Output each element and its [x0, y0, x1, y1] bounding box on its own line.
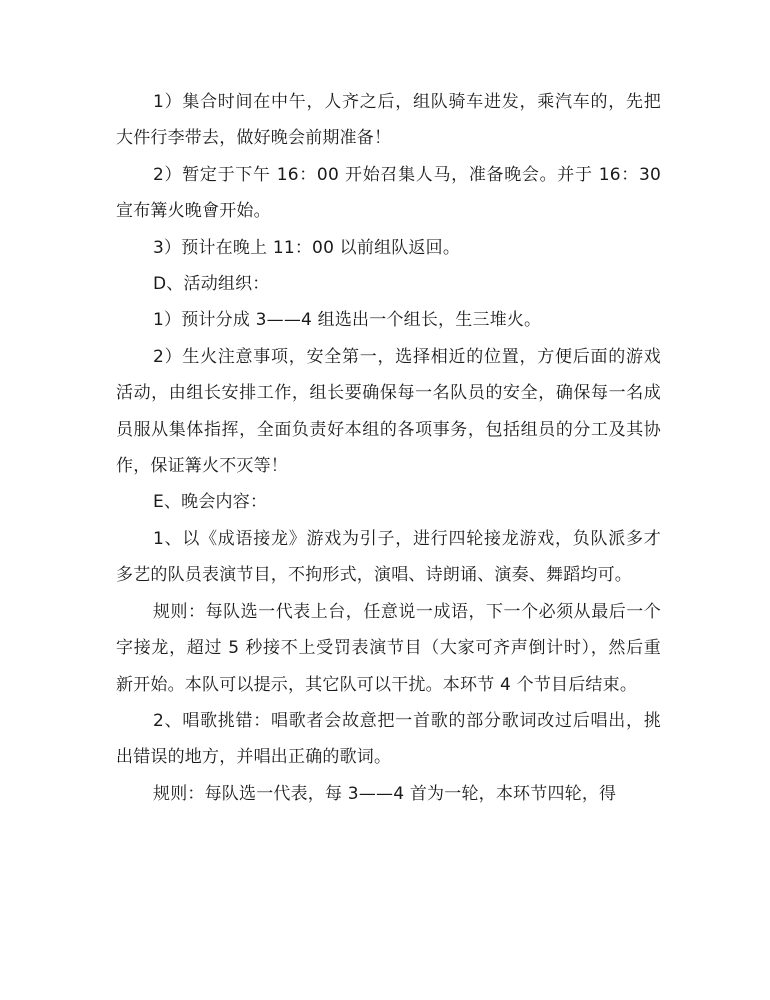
- paragraph-fire-safety: 2）生火注意事项，安全第一，选择相近的位置，方便后面的游戏活动，由组长安排工作，组长要确保每一名队员的安全，确保每一名成员服从集体指挥，全面负责好本组的各项事务，包括组员的分工及其协作，保证篝火不灭等！: [116, 346, 661, 477]
- section-heading-organization: D、活动组织：: [153, 274, 270, 295]
- paragraph-song-rules: 规则：每队选一代表，每 3——4 首为一轮，本环节四轮，得: [153, 783, 617, 804]
- paragraph-schedule-start: 2）暂定于下午 16：00 开始召集人马，准备晚会。并于 16：30 宣布篝火晚會开始。: [116, 164, 661, 222]
- paragraph-groups: 1）预计分成 3——4 组选出一个组长，生三堆火。: [153, 310, 542, 331]
- paragraph-return-time: 3）预计在晚上 11：00 以前组队返回。: [153, 237, 461, 258]
- paragraph-gathering-time: 1）集合时间在中午，人齐之后，组队骑车进发，乘汽车的，先把大件行李带去，做好晚会前期准备！: [116, 92, 661, 149]
- paragraph-idiom-rules: 规则：每队选一代表上台，任意说一成语，下一个必须从最后一个字接龙，超过 5 秒接不上受罚表演节目（大家可齐声倒计时），然后重新开始。本队可以提示，其它队可以干扰。本环节 4 个节目后结束。: [116, 601, 661, 695]
- paragraph-idiom-game: 1、以《成语接龙》游戏为引子，进行四轮接龙游戏，负队派多才多艺的队员表演节目，不拘形式，演唱、诗朗诵、演奏、舞蹈均可。: [116, 528, 661, 586]
- section-heading-content: E、晚会内容：: [153, 492, 268, 513]
- document-body: [116, 84, 661, 812]
- paragraph-song-game: 2、唱歌挑错：唱歌者会故意把一首歌的部分歌词改过后唱出，挑出错误的地方，并唱出正确的歌词。: [116, 710, 661, 768]
